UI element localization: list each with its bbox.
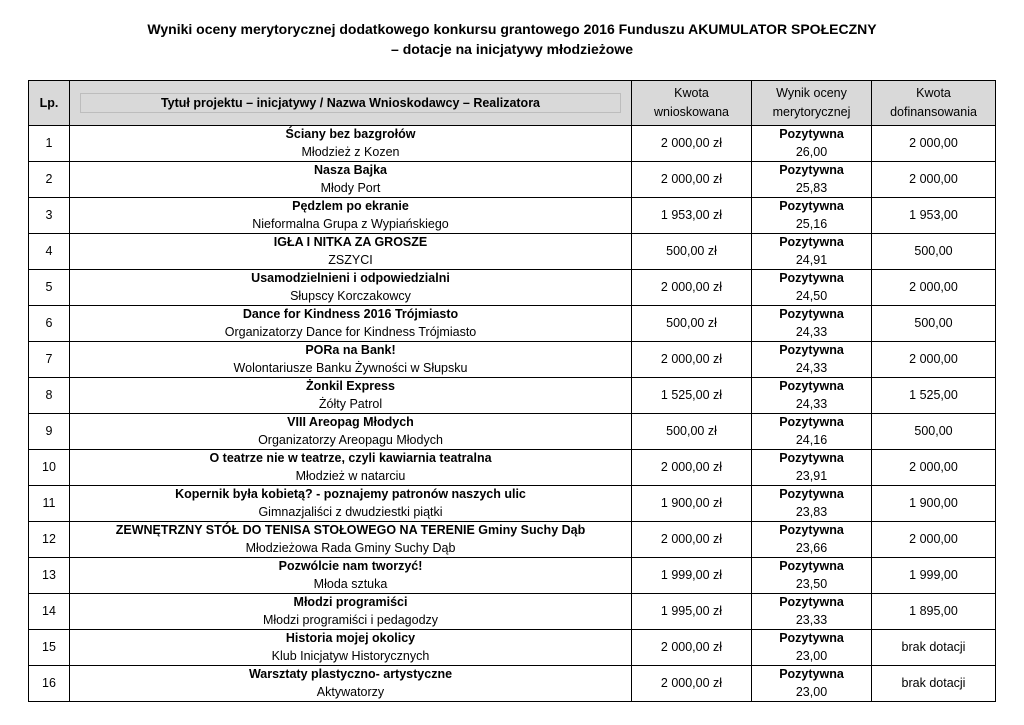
project-title: PORa na Bank!	[305, 343, 396, 357]
result-label: Pozytywna	[779, 163, 844, 177]
project-title: Pozwólcie nam tworzyć!	[278, 559, 423, 573]
header-granted	[872, 81, 996, 126]
cell-requested-amount: 2 000,00 zł	[632, 630, 752, 666]
result-score: 24,16	[795, 432, 828, 447]
cell-lp: 5	[29, 270, 70, 306]
header-project-label: Tytuł projektu – inicjatywy / Nazwa Wnioskodawcy – Realizatora	[80, 93, 621, 113]
cell-granted-amount: 1 895,00	[872, 594, 996, 630]
cell-result	[752, 162, 872, 198]
table-row	[29, 198, 996, 234]
result-score: 25,83	[795, 180, 828, 195]
table-row	[29, 558, 996, 594]
project-title: Nasza Bajka	[314, 163, 387, 177]
table-row	[29, 270, 996, 306]
result-score: 24,33	[795, 360, 828, 375]
cell-granted-amount: 1 999,00	[872, 558, 996, 594]
result-label: Pozytywna	[779, 307, 844, 321]
cell-granted-amount: 2 000,00	[872, 126, 996, 162]
cell-project	[70, 558, 632, 594]
cell-lp: 1	[29, 126, 70, 162]
cell-requested-amount: 500,00 zł	[632, 414, 752, 450]
cell-lp: 12	[29, 522, 70, 558]
cell-lp: 7	[29, 342, 70, 378]
applicant-name: Organizatorzy Dance for Kindness Trójmiasto	[224, 324, 477, 339]
cell-project	[70, 342, 632, 378]
table-row	[29, 630, 996, 666]
project-title: O teatrze nie w teatrze, czyli kawiarnia teatralna	[209, 451, 492, 465]
cell-lp: 15	[29, 630, 70, 666]
table-row	[29, 234, 996, 270]
result-score: 24,33	[795, 324, 828, 339]
applicant-name: ZSZYCI	[328, 252, 373, 267]
cell-requested-amount: 2 000,00 zł	[632, 450, 752, 486]
cell-lp: 10	[29, 450, 70, 486]
result-label: Pozytywna	[779, 631, 844, 645]
header-requested-line2: wnioskowana	[653, 105, 730, 119]
cell-requested-amount: 500,00 zł	[632, 306, 752, 342]
cell-result	[752, 450, 872, 486]
project-title: IGŁA I NITKA ZA GROSZE	[273, 235, 428, 249]
applicant-name: Młoda sztuka	[313, 576, 388, 591]
cell-project	[70, 126, 632, 162]
cell-requested-amount: 2 000,00 zł	[632, 342, 752, 378]
cell-project	[70, 162, 632, 198]
table-row	[29, 126, 996, 162]
cell-granted-amount: 2 000,00	[872, 270, 996, 306]
header-requested	[632, 81, 752, 126]
table-header	[29, 81, 996, 126]
result-label: Pozytywna	[779, 379, 844, 393]
result-label: Pozytywna	[779, 415, 844, 429]
cell-lp: 14	[29, 594, 70, 630]
header-result-line1: Wynik oceny	[776, 86, 847, 100]
result-score: 26,00	[795, 144, 828, 159]
cell-result	[752, 378, 872, 414]
table-row	[29, 666, 996, 702]
cell-granted-amount: 500,00	[872, 306, 996, 342]
header-lp: Lp.	[29, 81, 70, 126]
table-row	[29, 522, 996, 558]
result-label: Pozytywna	[779, 127, 844, 141]
result-score: 23,33	[795, 612, 828, 627]
cell-lp: 6	[29, 306, 70, 342]
applicant-name: Słupscy Korczakowcy	[290, 288, 411, 303]
cell-result	[752, 522, 872, 558]
cell-result	[752, 270, 872, 306]
applicant-name: Aktywatorzy	[316, 684, 385, 699]
cell-project	[70, 522, 632, 558]
applicant-name: Młodzież z Kozen	[301, 144, 400, 159]
result-score: 23,83	[795, 504, 828, 519]
result-score: 23,50	[795, 576, 828, 591]
cell-project	[70, 594, 632, 630]
project-title: VIII Areopag Młodych	[287, 415, 414, 429]
cell-result	[752, 126, 872, 162]
applicant-name: Wolontariusze Banku Żywności w Słupsku	[233, 360, 468, 375]
applicant-name: Gimnazjaliści z dwudziestki piątki	[258, 504, 443, 519]
result-score: 23,00	[795, 648, 828, 663]
table-row	[29, 378, 996, 414]
result-label: Pozytywna	[779, 451, 844, 465]
result-label: Pozytywna	[779, 199, 844, 213]
cell-requested-amount: 2 000,00 zł	[632, 522, 752, 558]
project-title: Usamodzielnieni i odpowiedzialni	[251, 271, 450, 285]
cell-project	[70, 630, 632, 666]
cell-result	[752, 342, 872, 378]
cell-granted-amount: brak dotacji	[872, 630, 996, 666]
cell-project	[70, 234, 632, 270]
result-score: 24,50	[795, 288, 828, 303]
cell-requested-amount: 1 995,00 zł	[632, 594, 752, 630]
cell-granted-amount: 500,00	[872, 414, 996, 450]
cell-lp: 3	[29, 198, 70, 234]
cell-lp: 11	[29, 486, 70, 522]
result-label: Pozytywna	[779, 235, 844, 249]
project-title: Żonkil Express	[306, 379, 395, 393]
applicant-name: Klub Inicjatyw Historycznych	[271, 648, 430, 663]
cell-result	[752, 486, 872, 522]
cell-result	[752, 594, 872, 630]
cell-project	[70, 270, 632, 306]
project-title: Historia mojej okolicy	[285, 631, 416, 645]
results-table	[28, 80, 996, 702]
project-title: Warsztaty plastyczno- artystyczne	[248, 667, 453, 681]
applicant-name: Młodzież w natarciu	[295, 468, 406, 483]
cell-requested-amount: 1 900,00 zł	[632, 486, 752, 522]
result-score: 24,91	[795, 252, 828, 267]
cell-lp: 4	[29, 234, 70, 270]
cell-project	[70, 306, 632, 342]
project-title: Dance for Kindness 2016 Trójmiasto	[242, 307, 459, 321]
cell-granted-amount: brak dotacji	[872, 666, 996, 702]
applicant-name: Nieformalna Grupa z Wypiańskiego	[252, 216, 449, 231]
cell-lp: 16	[29, 666, 70, 702]
cell-project	[70, 666, 632, 702]
cell-project	[70, 486, 632, 522]
cell-requested-amount: 1 953,00 zł	[632, 198, 752, 234]
header-granted-line2: dofinansowania	[890, 105, 977, 119]
cell-project	[70, 198, 632, 234]
cell-requested-amount: 1 999,00 zł	[632, 558, 752, 594]
result-label: Pozytywna	[779, 487, 844, 501]
cell-project	[70, 378, 632, 414]
cell-result	[752, 414, 872, 450]
cell-granted-amount: 500,00	[872, 234, 996, 270]
cell-lp: 2	[29, 162, 70, 198]
cell-granted-amount: 2 000,00	[872, 162, 996, 198]
result-score: 23,91	[795, 468, 828, 483]
result-score: 23,00	[795, 684, 828, 699]
cell-requested-amount: 500,00 zł	[632, 234, 752, 270]
header-requested-line1: Kwota	[674, 86, 709, 100]
cell-requested-amount: 2 000,00 zł	[632, 270, 752, 306]
cell-result	[752, 558, 872, 594]
document-subtitle: – dotacje na inicjatywy młodzieżowe	[391, 41, 633, 57]
table-row	[29, 342, 996, 378]
project-title: Kopernik była kobietą? - poznajemy patronów naszych ulic	[175, 487, 526, 501]
cell-lp: 13	[29, 558, 70, 594]
cell-granted-amount: 2 000,00	[872, 522, 996, 558]
project-title: ZEWNĘTRZNY STÓŁ DO TENISA STOŁOWEGO NA TERENIE Gminy Suchy Dąb	[115, 523, 586, 537]
applicant-name: Młody Port	[320, 180, 381, 195]
project-title: Ściany bez bazgrołów	[285, 127, 416, 141]
applicant-name: Żółty Patrol	[318, 396, 383, 411]
result-label: Pozytywna	[779, 559, 844, 573]
cell-result	[752, 198, 872, 234]
table-row	[29, 450, 996, 486]
cell-granted-amount: 1 900,00	[872, 486, 996, 522]
result-score: 23,66	[795, 540, 828, 555]
result-label: Pozytywna	[779, 523, 844, 537]
cell-granted-amount: 1 525,00	[872, 378, 996, 414]
header-result-line2: merytorycznej	[772, 105, 851, 119]
cell-requested-amount: 2 000,00 zł	[632, 126, 752, 162]
result-label: Pozytywna	[779, 271, 844, 285]
cell-project	[70, 450, 632, 486]
applicant-name: Organizatorzy Areopagu Młodych	[258, 432, 443, 447]
cell-granted-amount: 1 953,00	[872, 198, 996, 234]
table-row	[29, 306, 996, 342]
cell-result	[752, 306, 872, 342]
project-title: Pędzlem po ekranie	[292, 199, 409, 213]
cell-requested-amount: 2 000,00 zł	[632, 666, 752, 702]
document-title: Wyniki oceny merytorycznej dodatkowego konkursu grantowego 2016 Funduszu AKUMULATOR SPOŁECZNY	[147, 21, 877, 37]
cell-requested-amount: 1 525,00 zł	[632, 378, 752, 414]
cell-lp: 9	[29, 414, 70, 450]
cell-lp: 8	[29, 378, 70, 414]
applicant-name: Młodzieżowa Rada Gminy Suchy Dąb	[245, 540, 456, 555]
header-result	[752, 81, 872, 126]
table-row	[29, 594, 996, 630]
cell-result	[752, 234, 872, 270]
result-score: 24,33	[795, 396, 828, 411]
applicant-name: Młodzi programiści i pedagodzy	[262, 612, 439, 627]
cell-requested-amount: 2 000,00 zł	[632, 162, 752, 198]
cell-granted-amount: 2 000,00	[872, 342, 996, 378]
header-row	[29, 81, 996, 126]
table-row	[29, 486, 996, 522]
result-label: Pozytywna	[779, 667, 844, 681]
cell-granted-amount: 2 000,00	[872, 450, 996, 486]
table-row	[29, 162, 996, 198]
cell-result	[752, 630, 872, 666]
table-body	[29, 126, 996, 702]
header-granted-line1: Kwota	[916, 86, 951, 100]
table-row	[29, 414, 996, 450]
header-project	[70, 81, 632, 126]
result-label: Pozytywna	[779, 595, 844, 609]
result-label: Pozytywna	[779, 343, 844, 357]
cell-result	[752, 666, 872, 702]
project-title: Młodzi programiści	[293, 595, 408, 609]
result-score: 25,16	[795, 216, 828, 231]
cell-project	[70, 414, 632, 450]
